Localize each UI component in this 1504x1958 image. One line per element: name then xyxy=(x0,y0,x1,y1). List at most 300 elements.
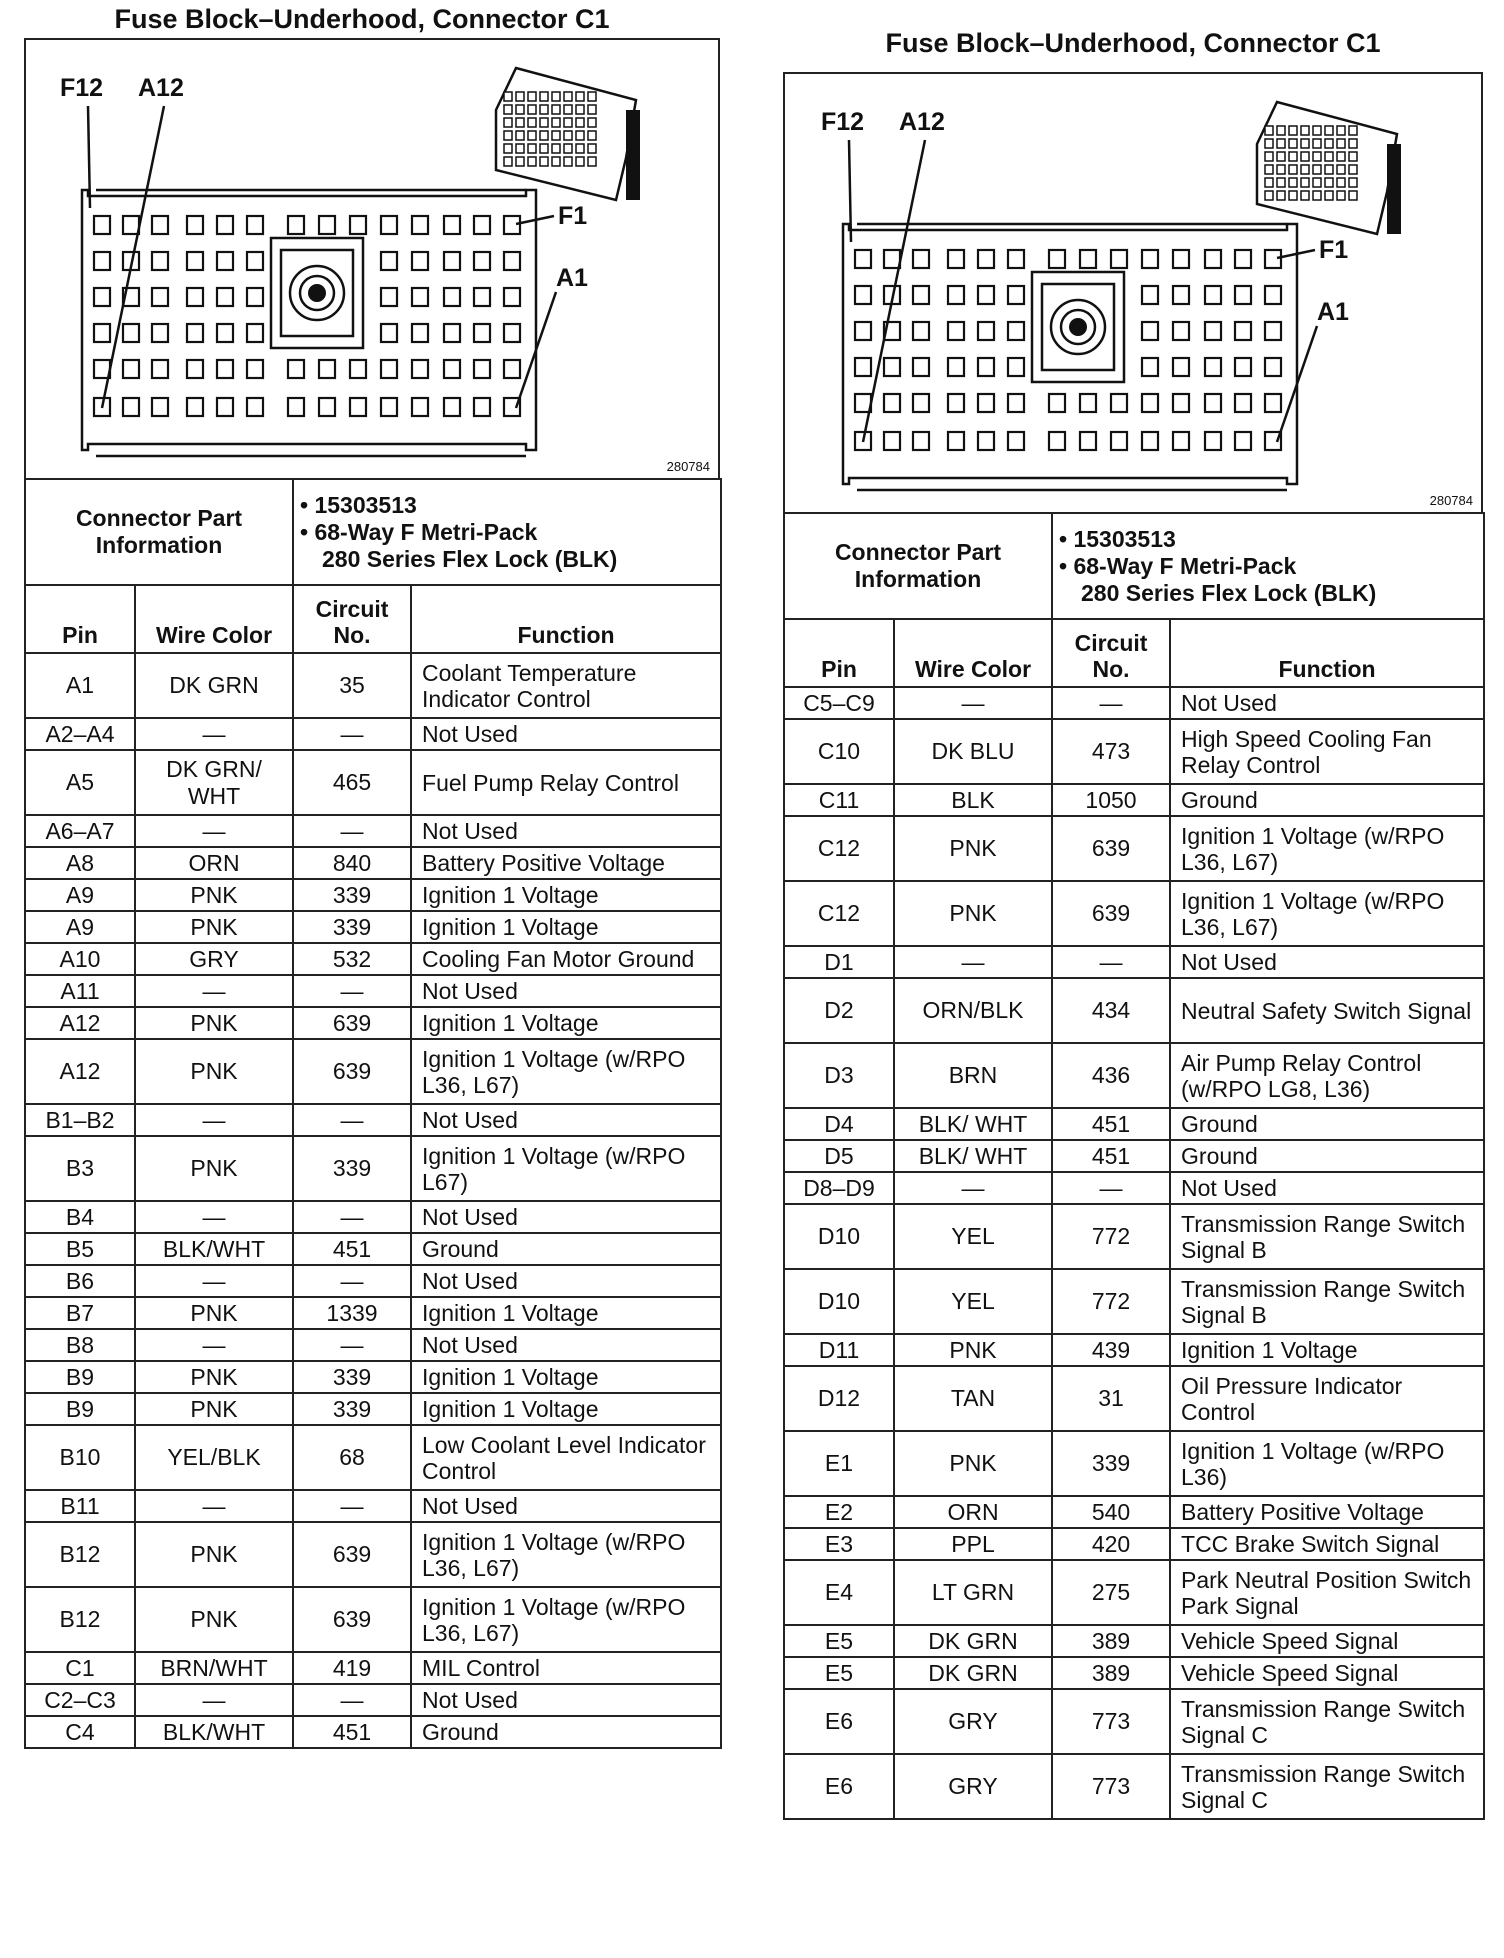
pin-cavity xyxy=(1008,358,1024,376)
pin-cavity xyxy=(187,360,203,378)
wire-color-cell: PNK xyxy=(894,881,1052,946)
pin-cell: A12 xyxy=(25,1007,135,1039)
table-row xyxy=(25,1104,721,1136)
figure-id: 280784 xyxy=(666,459,710,474)
function-cell: Battery Positive Voltage xyxy=(1170,1496,1484,1528)
pin-cavity xyxy=(288,398,304,416)
pin-cavity xyxy=(152,324,168,342)
wire-color-cell: LT GRN xyxy=(894,1560,1052,1625)
pin-cavity xyxy=(412,288,428,306)
table-row xyxy=(25,1522,721,1587)
circuit-cell: 339 xyxy=(1052,1431,1170,1496)
table-row xyxy=(25,1361,721,1393)
table-row xyxy=(784,1269,1484,1334)
pin-cavity xyxy=(504,216,520,234)
wire-color-cell: PNK xyxy=(135,1393,293,1425)
circuit-cell: — xyxy=(1052,1172,1170,1204)
function-cell: Ignition 1 Voltage (w/RPO L36) xyxy=(1170,1431,1484,1496)
function-cell: Ground xyxy=(411,1716,721,1748)
table-row xyxy=(784,1528,1484,1560)
table-row xyxy=(784,1754,1484,1819)
label-a12: A12 xyxy=(899,108,945,136)
table-row xyxy=(784,719,1484,784)
circuit-cell: 451 xyxy=(293,1716,411,1748)
wire-color-cell: — xyxy=(135,1490,293,1522)
pin-cell: D4 xyxy=(784,1108,894,1140)
pin-cavity xyxy=(94,216,110,234)
function-cell: MIL Control xyxy=(411,1652,721,1684)
table-row xyxy=(25,1136,721,1201)
function-cell: Ignition 1 Voltage xyxy=(1170,1334,1484,1366)
pin-cavity xyxy=(978,286,994,304)
pin-cavity xyxy=(187,324,203,342)
header-pin: Pin xyxy=(25,585,135,653)
connector-desc-2: 280 Series Flex Lock (BLK) xyxy=(1081,579,1377,606)
pin-grid xyxy=(855,250,1281,450)
connector-diagram xyxy=(785,74,1485,514)
table-row xyxy=(784,1140,1484,1172)
pin-cavity xyxy=(94,288,110,306)
pin-cavity xyxy=(855,358,871,376)
connector-desc-2: 280 Series Flex Lock (BLK) xyxy=(322,545,618,572)
pin-cavity xyxy=(1142,394,1158,412)
pin-cavity xyxy=(247,288,263,306)
pin-cavity xyxy=(1008,432,1024,450)
circuit-cell: 339 xyxy=(293,879,411,911)
function-cell: Cooling Fan Motor Ground xyxy=(411,943,721,975)
pin-cavity xyxy=(884,432,900,450)
function-cell: Vehicle Speed Signal xyxy=(1170,1657,1484,1689)
circuit-cell: 339 xyxy=(293,1136,411,1201)
function-cell: Ground xyxy=(1170,1140,1484,1172)
pin-cavity xyxy=(1049,250,1065,268)
pin-cell: D2 xyxy=(784,978,894,1043)
wire-color-cell: ORN xyxy=(894,1496,1052,1528)
circuit-cell: — xyxy=(293,1265,411,1297)
pin-cavity xyxy=(948,432,964,450)
header-function: Function xyxy=(411,585,721,653)
wire-color-cell: DK GRN xyxy=(894,1625,1052,1657)
wire-color-cell: — xyxy=(135,815,293,847)
table-row xyxy=(25,879,721,911)
pin-cavity xyxy=(1235,322,1251,340)
pin-cavity xyxy=(1049,394,1065,412)
wire-color-cell: PNK xyxy=(135,1297,293,1329)
wire-color-cell: DK GRN/ WHT xyxy=(135,750,293,815)
wire-color-cell: TAN xyxy=(894,1366,1052,1431)
wire-color-cell: — xyxy=(135,1104,293,1136)
pin-cell: B3 xyxy=(25,1136,135,1201)
pin-cavity xyxy=(123,398,139,416)
table-row xyxy=(784,1496,1484,1528)
pin-cell: D5 xyxy=(784,1140,894,1172)
pin-cavity xyxy=(1080,250,1096,268)
table-row xyxy=(25,847,721,879)
pin-cavity xyxy=(217,324,233,342)
wire-color-cell: BRN/WHT xyxy=(135,1652,293,1684)
pin-cell: C12 xyxy=(784,881,894,946)
pin-cavity xyxy=(1142,432,1158,450)
label-f1: F1 xyxy=(558,202,588,230)
pin-cavity xyxy=(1235,432,1251,450)
label-f12: F12 xyxy=(60,74,104,102)
table-row xyxy=(25,943,721,975)
pin-cavity xyxy=(187,252,203,270)
pin-cavity xyxy=(152,216,168,234)
pin-cell: D3 xyxy=(784,1043,894,1108)
wire-color-cell: — xyxy=(135,718,293,750)
pin-cell: A10 xyxy=(25,943,135,975)
pin-cell: E6 xyxy=(784,1754,894,1819)
table-row xyxy=(784,1108,1484,1140)
table-row xyxy=(784,978,1484,1043)
pin-cavity xyxy=(444,288,460,306)
function-cell: Not Used xyxy=(1170,1172,1484,1204)
pin-grid xyxy=(94,216,520,416)
pin-cell: A8 xyxy=(25,847,135,879)
circuit-cell: 420 xyxy=(1052,1528,1170,1560)
part-number: 15303513 xyxy=(314,491,417,518)
pin-cavity xyxy=(381,252,397,270)
pin-cavity xyxy=(504,324,520,342)
circuit-cell: 31 xyxy=(1052,1366,1170,1431)
pin-cell: C5–C9 xyxy=(784,687,894,719)
function-cell: Not Used xyxy=(1170,687,1484,719)
pin-cavity xyxy=(1173,250,1189,268)
pin-cavity xyxy=(978,322,994,340)
wire-color-cell: DK GRN xyxy=(894,1657,1052,1689)
header-row xyxy=(25,585,721,653)
function-cell: Ignition 1 Voltage (w/RPO L36, L67) xyxy=(411,1522,721,1587)
pin-cavity xyxy=(412,360,428,378)
pin-cavity xyxy=(1008,394,1024,412)
table-row xyxy=(25,911,721,943)
pin-cavity xyxy=(1008,250,1024,268)
pin-cavity xyxy=(978,432,994,450)
pin-cavity xyxy=(123,360,139,378)
pin-cavity xyxy=(1111,250,1127,268)
header-wire-color: Wire Color xyxy=(894,619,1052,687)
pin-cavity xyxy=(381,324,397,342)
circuit-cell: — xyxy=(293,718,411,750)
wire-color-cell: DK GRN xyxy=(135,653,293,718)
pin-cavity xyxy=(1205,322,1221,340)
pin-cavity xyxy=(319,398,335,416)
pin-cell: C10 xyxy=(784,719,894,784)
connector-info-values: • 15303513 • 68-Way F Metri-Pack 280 Series Flex Lock (BLK) xyxy=(293,479,721,585)
pin-cavity xyxy=(1235,250,1251,268)
pin-cavity xyxy=(474,398,490,416)
pin-cavity xyxy=(1142,322,1158,340)
circuit-cell: 772 xyxy=(1052,1269,1170,1334)
pin-cavity xyxy=(412,398,428,416)
pin-cavity xyxy=(247,398,263,416)
pin-cavity xyxy=(913,286,929,304)
wire-color-cell: BLK/WHT xyxy=(135,1233,293,1265)
connector-diagram xyxy=(26,40,722,480)
pin-cell: A12 xyxy=(25,1039,135,1104)
pin-cavity xyxy=(948,322,964,340)
wire-color-cell: BLK xyxy=(894,784,1052,816)
pin-cavity xyxy=(948,394,964,412)
circuit-cell: 339 xyxy=(293,1361,411,1393)
table-row xyxy=(25,750,721,815)
circuit-cell: 389 xyxy=(1052,1625,1170,1657)
function-cell: Not Used xyxy=(411,1104,721,1136)
connector-desc-1: 68-Way F Metri-Pack xyxy=(1073,552,1297,579)
pin-cavity xyxy=(94,252,110,270)
table-row xyxy=(25,1233,721,1265)
table-row xyxy=(25,1007,721,1039)
pin-cavity xyxy=(444,216,460,234)
circuit-cell: 339 xyxy=(293,911,411,943)
pin-cell: C2–C3 xyxy=(25,1684,135,1716)
function-cell: TCC Brake Switch Signal xyxy=(1170,1528,1484,1560)
right-connector-figure xyxy=(783,72,1483,512)
pin-cavity xyxy=(1049,432,1065,450)
pin-cell: C1 xyxy=(25,1652,135,1684)
function-cell: Transmission Range Switch Signal C xyxy=(1170,1689,1484,1754)
pin-cavity xyxy=(1265,358,1281,376)
pin-cell: A2–A4 xyxy=(25,718,135,750)
wire-color-cell: PNK xyxy=(135,879,293,911)
table-row xyxy=(25,718,721,750)
left-pinout-table xyxy=(24,478,722,1749)
wire-color-cell: GRY xyxy=(894,1754,1052,1819)
pin-cell: E3 xyxy=(784,1528,894,1560)
pin-cavity xyxy=(319,216,335,234)
function-cell: Ignition 1 Voltage xyxy=(411,1297,721,1329)
pin-cavity xyxy=(412,324,428,342)
table-row xyxy=(784,1625,1484,1657)
pin-cavity xyxy=(123,216,139,234)
part-number: 15303513 xyxy=(1073,525,1176,552)
circuit-cell: 419 xyxy=(293,1652,411,1684)
pin-cavity xyxy=(474,324,490,342)
circuit-cell: — xyxy=(293,975,411,1007)
wire-color-cell: — xyxy=(894,946,1052,978)
circuit-cell: 639 xyxy=(293,1522,411,1587)
pin-cavity xyxy=(913,358,929,376)
pin-cavity xyxy=(217,288,233,306)
function-cell: High Speed Cooling Fan Relay Control xyxy=(1170,719,1484,784)
circuit-cell: 773 xyxy=(1052,1754,1170,1819)
header-function: Function xyxy=(1170,619,1484,687)
circuit-cell: 68 xyxy=(293,1425,411,1490)
table-row xyxy=(784,1366,1484,1431)
pin-cavity xyxy=(1142,286,1158,304)
pin-cell: E2 xyxy=(784,1496,894,1528)
pin-cell: B10 xyxy=(25,1425,135,1490)
pin-cavity xyxy=(504,360,520,378)
connector-info-row xyxy=(784,513,1484,619)
pin-cavity xyxy=(1173,394,1189,412)
table-row xyxy=(784,1431,1484,1496)
pin-cavity xyxy=(1173,432,1189,450)
pin-cell: B12 xyxy=(25,1587,135,1652)
pin-cavity xyxy=(247,360,263,378)
table-row xyxy=(784,1657,1484,1689)
table-row xyxy=(25,1587,721,1652)
wire-color-cell: ORN/BLK xyxy=(894,978,1052,1043)
wire-color-cell: YEL xyxy=(894,1269,1052,1334)
function-cell: Neutral Safety Switch Signal xyxy=(1170,978,1484,1043)
circuit-cell: 639 xyxy=(293,1007,411,1039)
circuit-cell: 639 xyxy=(1052,881,1170,946)
wire-color-cell: PNK xyxy=(135,1007,293,1039)
function-cell: Ignition 1 Voltage (w/RPO L67) xyxy=(411,1136,721,1201)
pin-cell: E1 xyxy=(784,1431,894,1496)
pin-cell: A9 xyxy=(25,879,135,911)
pin-cavity xyxy=(381,288,397,306)
function-cell: Ignition 1 Voltage (w/RPO L36, L67) xyxy=(1170,881,1484,946)
pin-cavity xyxy=(152,288,168,306)
circuit-cell: — xyxy=(293,1104,411,1136)
pin-cavity xyxy=(350,360,366,378)
circuit-cell: 451 xyxy=(293,1233,411,1265)
circuit-cell: 439 xyxy=(1052,1334,1170,1366)
header-circuit: Circuit No. xyxy=(293,585,411,653)
pin-cavity xyxy=(350,398,366,416)
wire-color-cell: — xyxy=(135,1684,293,1716)
pin-cell: C11 xyxy=(784,784,894,816)
pin-cell: B8 xyxy=(25,1329,135,1361)
pin-cavity xyxy=(217,216,233,234)
pin-cell: C4 xyxy=(25,1716,135,1748)
table-row xyxy=(25,1297,721,1329)
circuit-cell: 773 xyxy=(1052,1689,1170,1754)
table-row xyxy=(25,1716,721,1748)
function-cell: Ignition 1 Voltage xyxy=(411,1361,721,1393)
table-row xyxy=(25,1490,721,1522)
wire-color-cell: GRY xyxy=(135,943,293,975)
table-row xyxy=(784,1172,1484,1204)
pin-cell: B12 xyxy=(25,1522,135,1587)
circuit-cell: — xyxy=(1052,687,1170,719)
function-cell: Not Used xyxy=(411,1201,721,1233)
pin-cavity xyxy=(217,252,233,270)
function-cell: Coolant Temperature Indicator Control xyxy=(411,653,721,718)
table-row xyxy=(784,881,1484,946)
function-cell: Ground xyxy=(1170,784,1484,816)
table-row xyxy=(25,815,721,847)
table-row xyxy=(25,1039,721,1104)
table-row xyxy=(784,1204,1484,1269)
pin-cavity xyxy=(94,324,110,342)
circuit-cell: 473 xyxy=(1052,719,1170,784)
function-cell: Vehicle Speed Signal xyxy=(1170,1625,1484,1657)
function-cell: Not Used xyxy=(411,1265,721,1297)
pin-cavity xyxy=(474,360,490,378)
wire-color-cell: BLK/ WHT xyxy=(894,1108,1052,1140)
pin-cavity xyxy=(948,250,964,268)
pin-cavity xyxy=(855,250,871,268)
connector-info-label: Connector Part Information xyxy=(784,513,1052,619)
wire-color-cell: PNK xyxy=(894,816,1052,881)
wire-color-cell: PNK xyxy=(894,1334,1052,1366)
pin-cell: E6 xyxy=(784,1689,894,1754)
label-f1: F1 xyxy=(1319,236,1349,264)
pin-cavity xyxy=(319,360,335,378)
circuit-cell: — xyxy=(293,1201,411,1233)
pin-cavity xyxy=(247,216,263,234)
pin-cavity xyxy=(1205,394,1221,412)
pin-cavity xyxy=(1205,432,1221,450)
function-cell: Transmission Range Switch Signal B xyxy=(1170,1204,1484,1269)
connector-desc-1: 68-Way F Metri-Pack xyxy=(314,518,538,545)
table-row xyxy=(784,687,1484,719)
pin-cavity xyxy=(474,216,490,234)
pin-cavity xyxy=(412,216,428,234)
table-row xyxy=(784,1043,1484,1108)
wire-color-cell: PNK xyxy=(135,1587,293,1652)
pin-cell: B9 xyxy=(25,1361,135,1393)
table-row xyxy=(25,1329,721,1361)
label-a1: A1 xyxy=(556,264,588,292)
header-pin: Pin xyxy=(784,619,894,687)
pin-cell: A6–A7 xyxy=(25,815,135,847)
function-cell: Fuel Pump Relay Control xyxy=(411,750,721,815)
connector-thumbnail xyxy=(1257,102,1401,234)
figure-id: 280784 xyxy=(1429,493,1473,508)
function-cell: Not Used xyxy=(1170,946,1484,978)
circuit-cell: 639 xyxy=(1052,816,1170,881)
circuit-cell: 540 xyxy=(1052,1496,1170,1528)
function-cell: Transmission Range Switch Signal C xyxy=(1170,1754,1484,1819)
wire-color-cell: — xyxy=(135,1201,293,1233)
connector-info-values: • 15303513 • 68-Way F Metri-Pack 280 Series Flex Lock (BLK) xyxy=(1052,513,1484,619)
pin-cell: E5 xyxy=(784,1625,894,1657)
circuit-cell: 1339 xyxy=(293,1297,411,1329)
label-a1: A1 xyxy=(1317,298,1349,326)
function-cell: Not Used xyxy=(411,815,721,847)
function-cell: Not Used xyxy=(411,718,721,750)
function-cell: Ignition 1 Voltage xyxy=(411,1393,721,1425)
pin-cavity xyxy=(288,216,304,234)
pin-cell: D8–D9 xyxy=(784,1172,894,1204)
pin-cavity xyxy=(1205,250,1221,268)
circuit-cell: 451 xyxy=(1052,1140,1170,1172)
pin-cavity xyxy=(504,252,520,270)
pin-cavity xyxy=(913,322,929,340)
circuit-cell: 451 xyxy=(1052,1108,1170,1140)
function-cell: Ground xyxy=(1170,1108,1484,1140)
pin-cavity xyxy=(412,252,428,270)
pin-cavity xyxy=(187,216,203,234)
pin-cell: D11 xyxy=(784,1334,894,1366)
circuit-cell: — xyxy=(293,815,411,847)
pin-cell: D12 xyxy=(784,1366,894,1431)
pin-cavity xyxy=(948,358,964,376)
table-row xyxy=(25,1265,721,1297)
pin-cavity xyxy=(1265,322,1281,340)
pin-cavity xyxy=(978,250,994,268)
header-circuit: Circuit No. xyxy=(1052,619,1170,687)
function-cell: Ignition 1 Voltage xyxy=(411,1007,721,1039)
wire-color-cell: PNK xyxy=(894,1431,1052,1496)
wire-color-cell: BRN xyxy=(894,1043,1052,1108)
table-row xyxy=(784,1334,1484,1366)
pin-cavity xyxy=(187,398,203,416)
pin-cell: D10 xyxy=(784,1269,894,1334)
connector-info-row xyxy=(25,479,721,585)
table-row xyxy=(25,1201,721,1233)
pin-cavity xyxy=(855,286,871,304)
circuit-cell: 465 xyxy=(293,750,411,815)
pin-cell: A11 xyxy=(25,975,135,1007)
function-cell: Not Used xyxy=(411,1329,721,1361)
function-cell: Ignition 1 Voltage (w/RPO L36, L67) xyxy=(411,1039,721,1104)
